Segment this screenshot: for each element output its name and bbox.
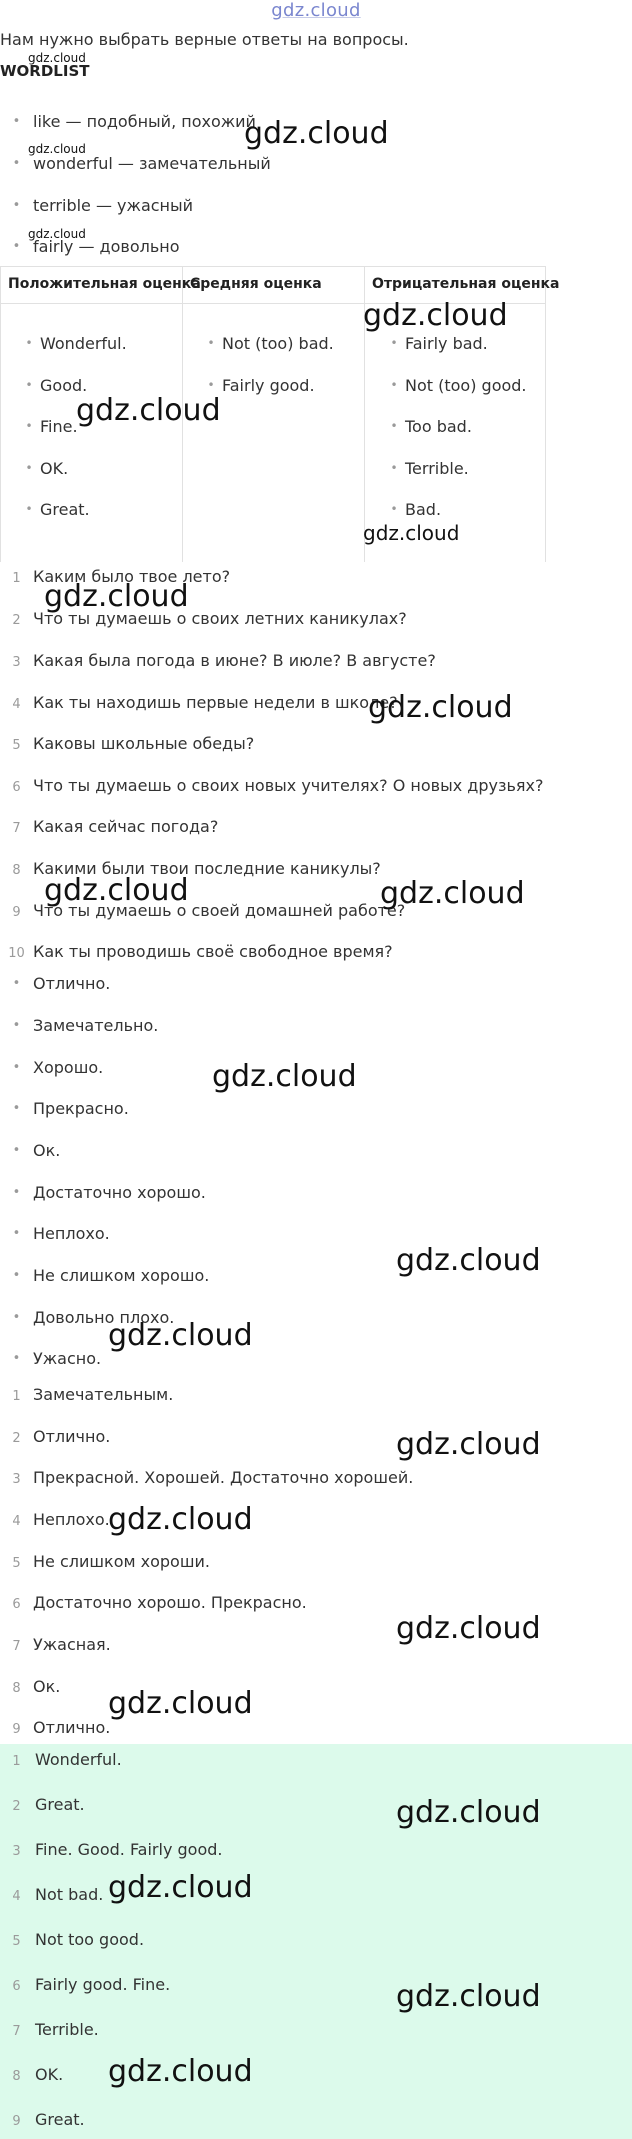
list-item: • Прекрасно. <box>12 1099 129 1118</box>
bullet-icon: • <box>12 156 21 171</box>
table-cell: • Fairly bad. <box>390 334 488 353</box>
wordlist-title: WORDLIST <box>0 62 90 80</box>
list-item: 1 Каким было твое лето? <box>12 567 231 586</box>
list-item: 1 Wonderful. <box>12 1750 122 1769</box>
list-item: • wonderful — замечательный <box>0 154 271 173</box>
watermark: gdz.cloud <box>396 1979 541 2014</box>
list-item: 8 Ок. <box>12 1677 61 1696</box>
table-cell: • Terrible. <box>390 459 469 478</box>
list-item: 5 Not too good. <box>12 1930 145 1949</box>
intro-text: Нам нужно выбрать верные ответы на вопросы. <box>0 30 409 49</box>
list-item: 3 Fine. Good. Fairly good. <box>12 1840 223 1859</box>
list-item: • Достаточно хорошо. <box>12 1183 206 1202</box>
list-item: 6 Fairly good. Fine. <box>12 1975 171 1994</box>
table-cell: • Too bad. <box>390 417 472 436</box>
list-item: • like — подобный, похожий <box>0 112 256 131</box>
list-item: 4 Неплохо. <box>12 1510 110 1529</box>
list-item: • Отлично. <box>12 974 111 993</box>
table-header: Положительная оценка <box>8 276 201 292</box>
list-item: 6 Достаточно хорошо. Прекрасно. <box>12 1593 307 1612</box>
watermark: gdz.cloud <box>76 393 221 428</box>
list-item: 3 Какая была погода в июне? В июле? В августе? <box>12 651 436 670</box>
list-item: 6 Что ты думаешь о своих новых учителях? О новых друзьях? <box>12 776 544 795</box>
table-cell: • Not (too) bad. <box>207 334 334 353</box>
list-item: 7 Какая сейчас погода? <box>12 817 219 836</box>
table-header: Средняя оценка <box>190 276 322 292</box>
table-cell: • OK. <box>25 459 69 478</box>
list-item: • Замечательно. <box>12 1016 159 1035</box>
list-item: 10 Как ты проводишь своё свободное время? <box>8 942 393 961</box>
watermark: gdz.cloud <box>363 521 460 545</box>
watermark: gdz.cloud <box>28 51 86 65</box>
list-item: • Неплохо. <box>12 1224 110 1243</box>
list-item: 2 Отлично. <box>12 1427 111 1446</box>
list-item: 2 Great. <box>12 1795 85 1814</box>
list-item: • Ок. <box>12 1141 61 1160</box>
list-item: 7 Ужасная. <box>12 1635 111 1654</box>
watermark: gdz.cloud <box>212 1059 357 1094</box>
list-item: 8 OK. <box>12 2065 64 2084</box>
watermark: gdz.cloud <box>108 1318 253 1353</box>
watermark: gdz.cloud <box>108 1870 253 1905</box>
table-cell: • Bad. <box>390 500 442 519</box>
list-item: 4 Как ты находишь первые недели в школе? <box>12 693 398 712</box>
list-item: 5 Не слишком хороши. <box>12 1552 210 1571</box>
bullet-icon: • <box>12 114 21 129</box>
site-logo[interactable]: gdz.cloud <box>271 0 361 21</box>
list-item: 3 Прекрасной. Хорошей. Достаточно хорошей. <box>12 1468 414 1487</box>
watermark: gdz.cloud <box>108 1502 253 1537</box>
table-cell: • Fine. <box>25 417 78 436</box>
watermark: gdz.cloud <box>396 1243 541 1278</box>
watermark: gdz.cloud <box>28 227 86 241</box>
bullet-icon: • <box>12 239 21 254</box>
watermark: gdz.cloud <box>396 1427 541 1462</box>
list-item: 1 Замечательным. <box>12 1385 174 1404</box>
list-item: • Ужасно. <box>12 1349 102 1368</box>
watermark: gdz.cloud <box>380 876 525 911</box>
table-cell: • Good. <box>25 376 88 395</box>
table-cell: • Wonderful. <box>25 334 127 353</box>
list-item: 8 Какими были твои последние каникулы? <box>12 859 381 878</box>
list-item: 4 Not bad. <box>12 1885 104 1904</box>
list-item: • Не слишком хорошо. <box>12 1266 210 1285</box>
list-item: • Довольно плохо. <box>12 1308 175 1327</box>
list-item: 2 Что ты думаешь о своих летних каникулах? <box>12 609 407 628</box>
list-item: 9 Отлично. <box>12 1718 111 1737</box>
list-item: 9 Great. <box>12 2110 85 2129</box>
watermark: gdz.cloud <box>244 116 389 151</box>
list-item: 5 Каковы школьные обеды? <box>12 734 255 753</box>
list-item: • terrible — ужасный <box>0 196 193 215</box>
table-cell: • Not (too) good. <box>390 376 527 395</box>
table-cell: • Fairly good. <box>207 376 315 395</box>
watermark: gdz.cloud <box>363 298 508 333</box>
watermark: gdz.cloud <box>28 142 86 156</box>
bullet-icon: • <box>12 198 21 213</box>
watermark: gdz.cloud <box>44 579 189 614</box>
watermark: gdz.cloud <box>368 690 513 725</box>
watermark: gdz.cloud <box>44 873 189 908</box>
watermark: gdz.cloud <box>396 1795 541 1830</box>
list-item: • fairly — довольно <box>0 237 180 256</box>
watermark: gdz.cloud <box>396 1611 541 1646</box>
list-item: 9 Что ты думаешь о своей домашней работе? <box>12 901 406 920</box>
watermark: gdz.cloud <box>108 1686 253 1721</box>
table-header: Отрицательная оценка <box>372 276 560 292</box>
list-item: • Хорошо. <box>12 1058 104 1077</box>
list-item: 7 Terrible. <box>12 2020 99 2039</box>
watermark: gdz.cloud <box>108 2054 253 2089</box>
table-cell: • Great. <box>25 500 90 519</box>
